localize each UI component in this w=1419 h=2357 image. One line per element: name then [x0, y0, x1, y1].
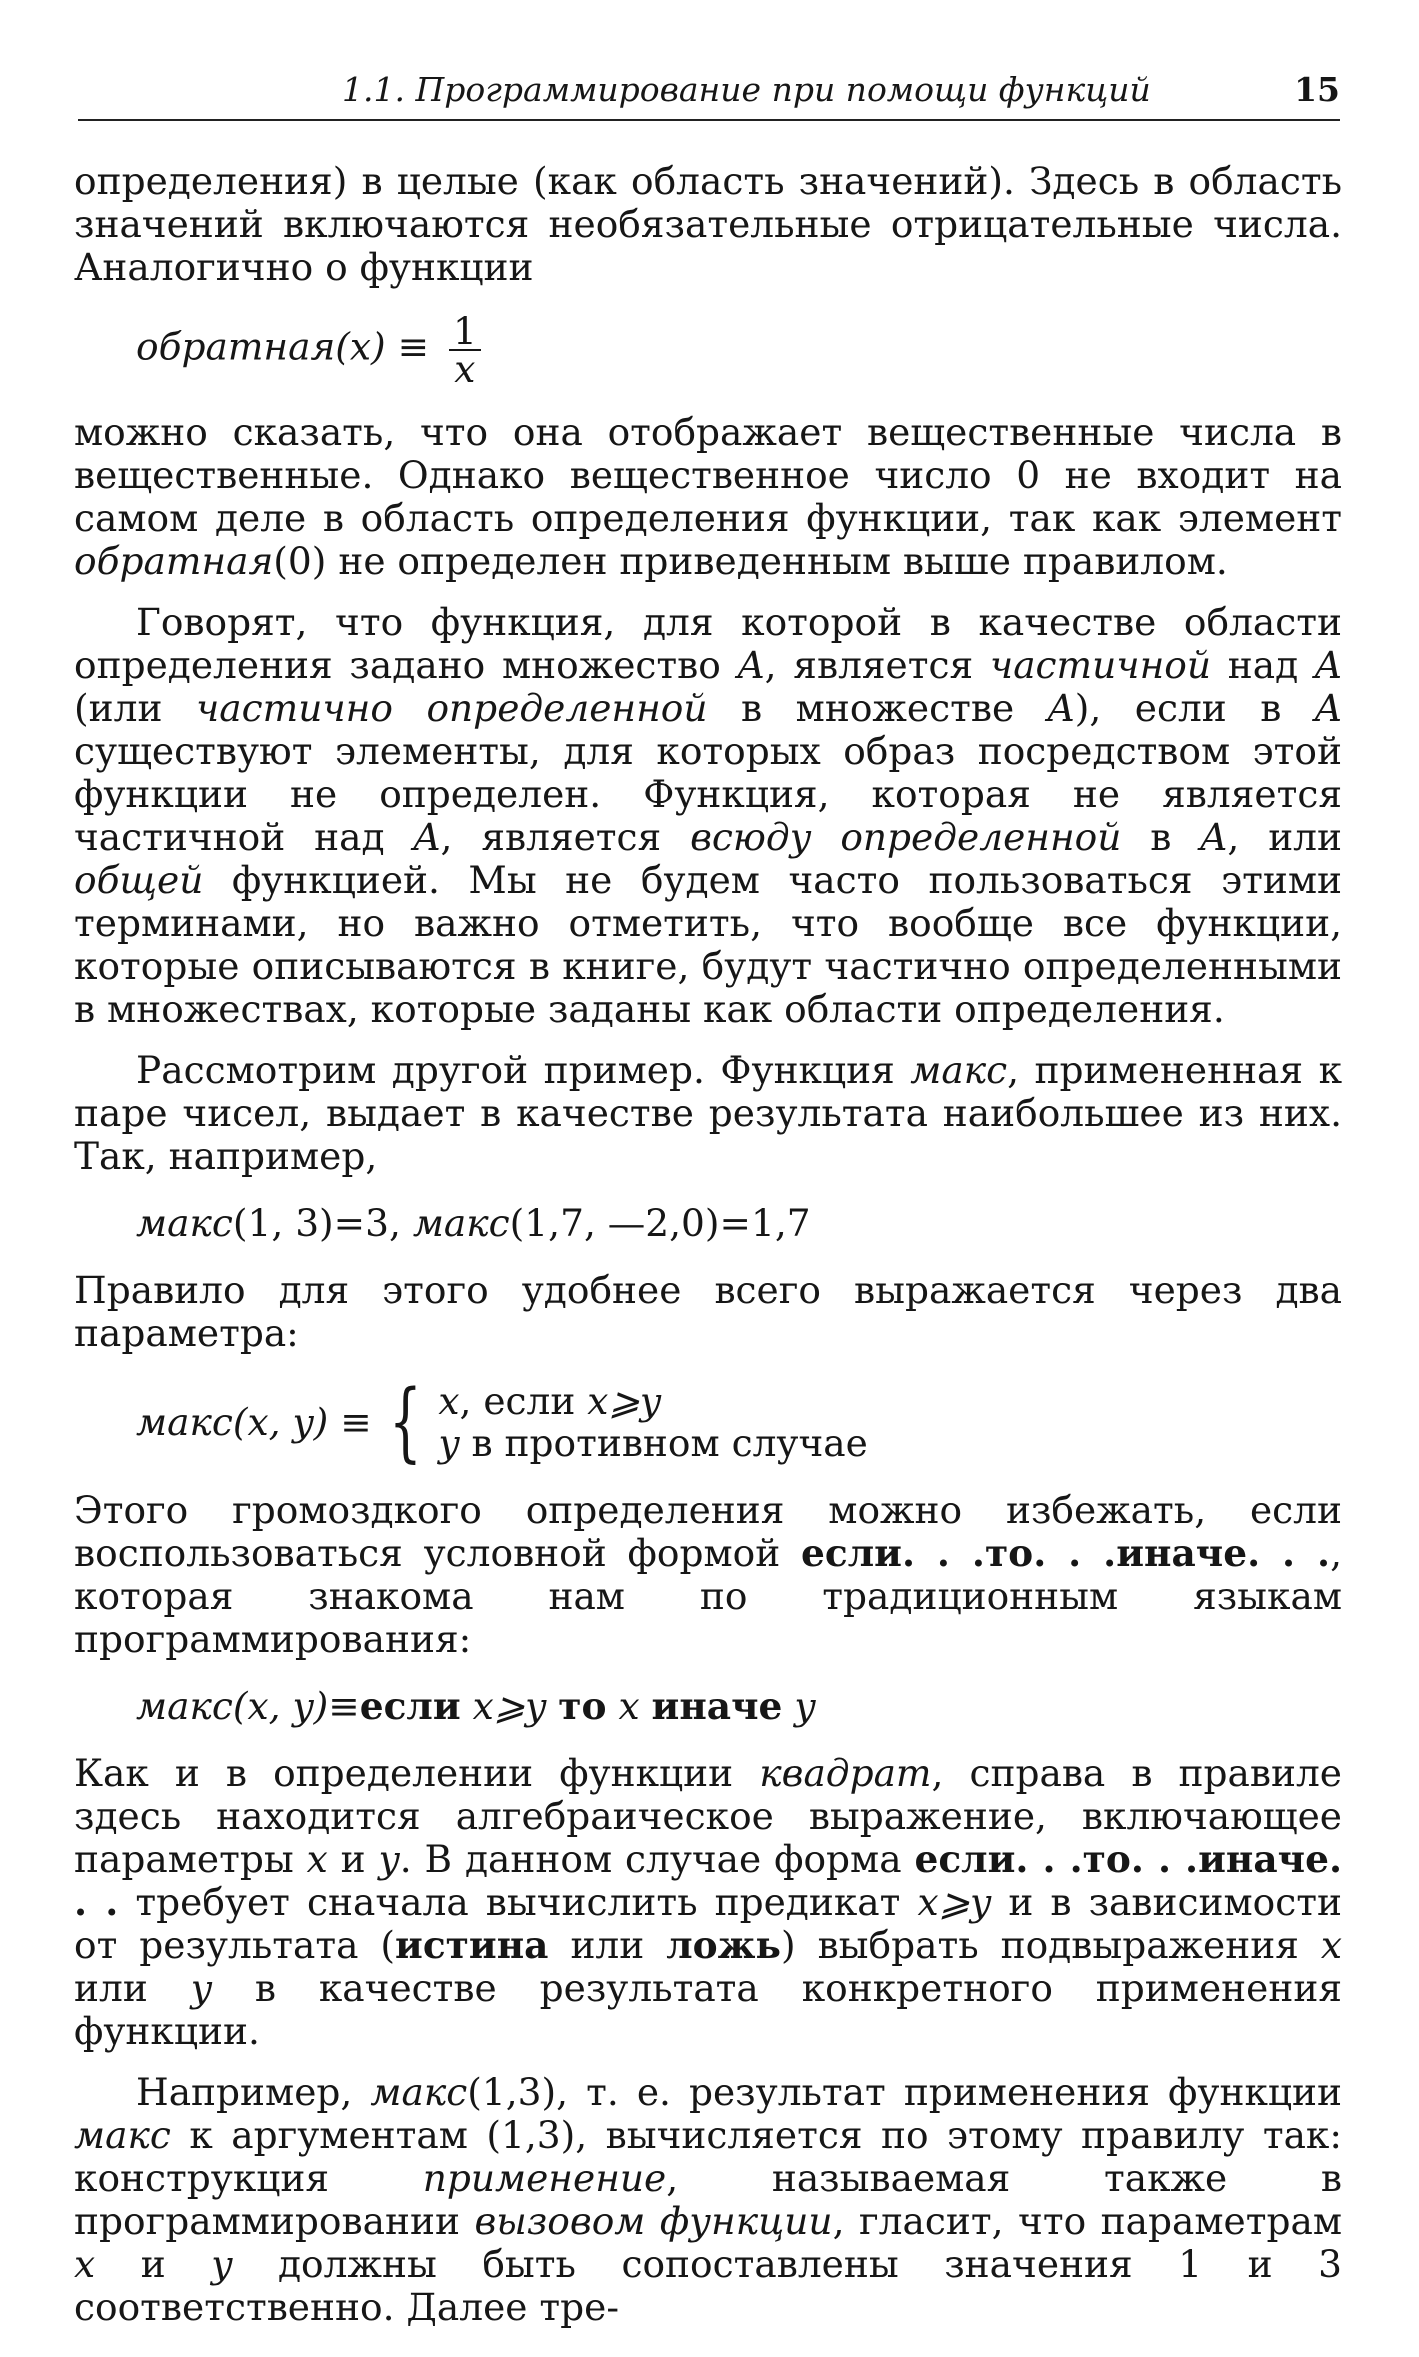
text: Например,	[136, 2070, 371, 2114]
function-name: макс	[412, 1201, 510, 1245]
header-rule	[78, 119, 1340, 121]
case-cond: x⩾y	[587, 1379, 662, 1423]
case-row-1	[438, 1380, 867, 1422]
text: к аргументам (1,3), вычисляется по этому правилу так: конструкция	[74, 2113, 1342, 2200]
function-args: (x, y)≡	[232, 1684, 360, 1728]
text: требует сначала вычислить предикат	[118, 1880, 918, 1924]
paragraph-4	[74, 1049, 1342, 1178]
term-square: квадрат	[759, 1751, 932, 1795]
function-args: (x, y) ≡	[232, 1399, 372, 1444]
set-a: A	[1314, 686, 1342, 730]
text: , является	[764, 643, 990, 687]
brace-symbol: {	[388, 1372, 422, 1472]
function-args: (x) ≡	[335, 324, 430, 369]
text: над	[1211, 643, 1315, 687]
formula-text: (1,7, —2,0)=1,7	[509, 1201, 811, 1245]
text: Как и в определении функции	[74, 1751, 760, 1795]
running-header	[74, 60, 1342, 110]
text: , гласит, что параметрам	[832, 2199, 1343, 2243]
text: и	[95, 2242, 212, 2286]
cases-rows	[438, 1380, 867, 1464]
set-a: A	[413, 815, 441, 859]
predicate: x⩾y	[917, 1880, 992, 1924]
text: или	[548, 1923, 667, 1967]
case-var: y	[438, 1421, 460, 1465]
paragraph-6	[74, 1489, 1342, 1661]
formula-inverse	[136, 309, 1342, 391]
text: в качестве результата конкретного применения функции.	[74, 1966, 1342, 2053]
var-y: y	[190, 1966, 212, 2010]
page-body	[74, 160, 1342, 2329]
keyword-true: истина	[395, 1923, 549, 1967]
case-text: в противном случае	[459, 1421, 868, 1465]
var-y: y	[211, 2242, 233, 2286]
text: , примененная к паре чисел, выдает в качестве результата наибольшее из них. Так, например,	[74, 1048, 1343, 1178]
var-y: y	[782, 1684, 816, 1728]
running-title: 1.1. Программирование при помощи функций	[342, 70, 1151, 109]
text: Говорят, что функция, для которой в качестве области определения задано множество	[74, 600, 1342, 687]
text: и	[327, 1837, 379, 1881]
text: Рассмотрим другой пример. Функция	[136, 1048, 911, 1092]
text: в множестве	[707, 686, 1048, 730]
text: существуют элементы, для которых образ посредством этой функции не определен. Функция, которая не является частичной над	[74, 729, 1342, 859]
paragraph-8	[74, 2071, 1342, 2329]
text: . В данном случае форма	[399, 1837, 915, 1881]
term-partial: частичной	[989, 643, 1212, 687]
paragraph-3	[74, 601, 1342, 1031]
function-name: макс	[136, 1201, 233, 1245]
var-x: x	[74, 2242, 96, 2286]
case-var: x	[438, 1379, 460, 1423]
formula-lhs	[136, 1401, 372, 1444]
keyword-if-then-else: если. . .то. . .иначе. . .	[801, 1531, 1331, 1575]
case-row-2	[438, 1422, 867, 1464]
formula-max-examples	[136, 1202, 1342, 1245]
keyword-if-then-else: если. . .то. . .иначе. . .	[74, 1837, 1343, 1924]
text: и в зависимости от результата (	[74, 1880, 1342, 1967]
term-max: макс	[74, 2113, 171, 2157]
text: , справа в правиле здесь находится алгебраическое выражение, включающее параметры	[74, 1751, 1342, 1881]
page-number: 15	[1294, 70, 1340, 109]
text: Этого громоздкого определения можно избежать, если воспользоваться условной формой	[74, 1488, 1342, 1575]
text: , или	[1227, 815, 1343, 859]
text: в	[1121, 815, 1201, 859]
function-name: макс	[136, 1399, 233, 1444]
text: ) выбрать подвыражения	[780, 1923, 1321, 1967]
text: должны быть сопоставлены значения 1 и 3 соответственно. Далее тре-	[74, 2242, 1342, 2329]
term-max: макс	[910, 1048, 1008, 1092]
text: (0) не определен приведенным выше правилом.	[273, 539, 1228, 583]
var-x: x	[606, 1684, 652, 1728]
text: или	[74, 1966, 191, 2010]
condition: x⩾y	[460, 1684, 559, 1728]
fraction-numerator: 1	[449, 313, 481, 351]
term: обратная	[74, 539, 274, 583]
function-name: макс	[136, 1684, 233, 1728]
set-a: A	[1047, 686, 1075, 730]
var-x: x	[306, 1837, 328, 1881]
set-a: A	[1200, 815, 1228, 859]
term-partially-defined: частично определенной	[195, 686, 708, 730]
set-a: A	[1314, 643, 1343, 687]
keyword-then: то	[558, 1684, 607, 1728]
fraction	[449, 309, 481, 391]
formula-max-conditional	[136, 1685, 1342, 1728]
text: (1,3), т. е. результат применения функции	[467, 2070, 1342, 2114]
text: , которая знакома нам по традиционным языкам программирования:	[74, 1531, 1342, 1661]
text: можно сказать, что она отображает вещественные числа в вещественные. Однако вещественное число 0 не входит на самом деле в область определения функции, так как элемент	[74, 410, 1342, 540]
keyword-else: иначе	[651, 1684, 783, 1728]
var-y: y	[378, 1837, 400, 1881]
paragraph-7	[74, 1752, 1342, 2053]
term-application: применение	[422, 2156, 667, 2200]
term-general: общей	[74, 858, 204, 902]
book-page	[74, 60, 1343, 2329]
text: (или	[74, 686, 196, 730]
keyword-if: если	[359, 1684, 461, 1728]
text: , называемая также в программировании	[74, 2156, 1342, 2243]
formula-max-cases	[136, 1372, 1342, 1472]
keyword-false: ложь	[666, 1923, 781, 1967]
term-function-call: вызовом функции	[474, 2199, 833, 2243]
cases-block	[136, 1372, 868, 1472]
paragraph-1: определения) в целые (как область значений). Здесь в область значений включаются необязательные отрицательные числа. Аналогично о функции	[74, 159, 1342, 289]
case-text: , если	[459, 1379, 588, 1423]
text: ), если в	[1074, 686, 1315, 730]
text: функцией. Мы не будем часто пользоваться этими терминами, но важно отметить, что вообще все функции, которые описываются в книге, будут частично определенными в множествах, которые заданы как области определения.	[74, 858, 1342, 1031]
text: , является	[440, 815, 691, 859]
term-max: макс	[370, 2070, 468, 2114]
set-a: A	[737, 643, 765, 687]
paragraph-2	[74, 411, 1342, 583]
formula-text: (1, 3)=3,	[232, 1201, 413, 1245]
var-x: x	[1320, 1923, 1343, 1967]
paragraph-5: Правило для этого удобнее всего выражается через два параметра:	[74, 1268, 1342, 1355]
fraction-denominator: x	[454, 347, 476, 391]
term-total: всюду определенной	[690, 815, 1122, 859]
function-name: обратная	[136, 324, 336, 369]
